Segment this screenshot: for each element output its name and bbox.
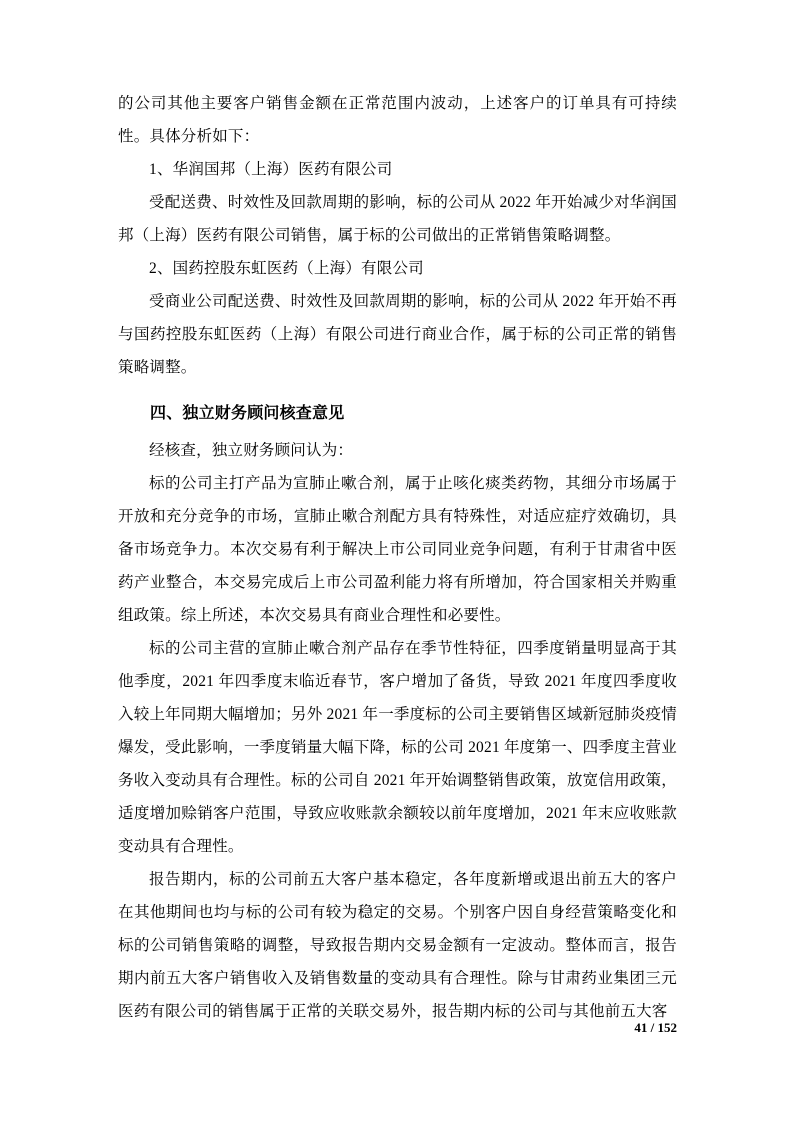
paragraph: 1、华润国邦（上海）医药有限公司 (149, 161, 393, 178)
paragraph: 标的公司主营的宣肺止嗽合剂产品存在季节性特征，四季度销量明显高于其他季度，2021 年四季度末临近春节，客户增加了备货，导致 2021 年度四季度收入较上年同期大幅增加；另外 2021 年一季度标的公司主要销售区域新冠肺炎疫情爆发，受此影响，一季度销量大幅下降，标的公司 2021 年度第一、四季度主营业务收入变动具有合理性。标的公司自 2021 年开始调整销售政策，放宽信用政策，适度增加赊销客户范围，导致应收账款余额较以前年度增加，2021 年末应收账款变动具有合理性。 (118, 640, 677, 855)
paragraph: 2、国药控股东虹医药（上海）有限公司 (149, 260, 424, 277)
paragraph: 经核查，独立财务顾问认为： (149, 442, 354, 459)
paragraph: 的公司其他主要客户销售金额在正常范围内波动，上述客户的订单具有可持续性。具体分析如下： (118, 95, 677, 145)
paragraph: 标的公司主打产品为宣肺止嗽合剂，属于止咳化痰类药物，其细分市场属于开放和充分竞争的市场，宣肺止嗽合剂配方具有特殊性，对适应症疗效确切，具备市场竞争力。本次交易有利于解决上市公司同业竞争问题，有利于甘肃省中医药产业整合，本交易完成后上市公司盈利能力将有所增加，符合国家相关并购重组政策。综上所述，本次交易具有商业合理性和必要性。 (118, 475, 677, 624)
page-number: 41 / 152 (634, 1020, 677, 1035)
section-heading: 四、独立财务顾问核查意见 (150, 405, 345, 422)
paragraph: 受商业公司配送费、时效性及回款周期的影响，标的公司从 2022 年开始不再与国药控股东虹医药（上海）有限公司进行商业合作，属于标的公司正常的销售策略调整。 (118, 293, 677, 376)
paragraph: 受配送费、时效性及回款周期的影响，标的公司从 2022 年开始减少对华润国邦（上海）医药有限公司销售，属于标的公司做出的正常销售策略调整。 (118, 194, 677, 244)
paragraph: 报告期内，标的公司前五大客户基本稳定，各年度新增或退出前五大的客户在其他期间也均与标的公司有较为稳定的交易。个别客户因自身经营策略变化和标的公司销售策略的调整，导致报告期内交易金额有一定波动。整体而言，报告期内前五大客户销售收入及销售数量的变动具有合理性。除与甘肃药业集团三元医药有限公司的销售属于正常的关联交易外，报告期内标的公司与其他前五大客 (118, 871, 677, 1020)
document-body (118, 87, 677, 1028)
